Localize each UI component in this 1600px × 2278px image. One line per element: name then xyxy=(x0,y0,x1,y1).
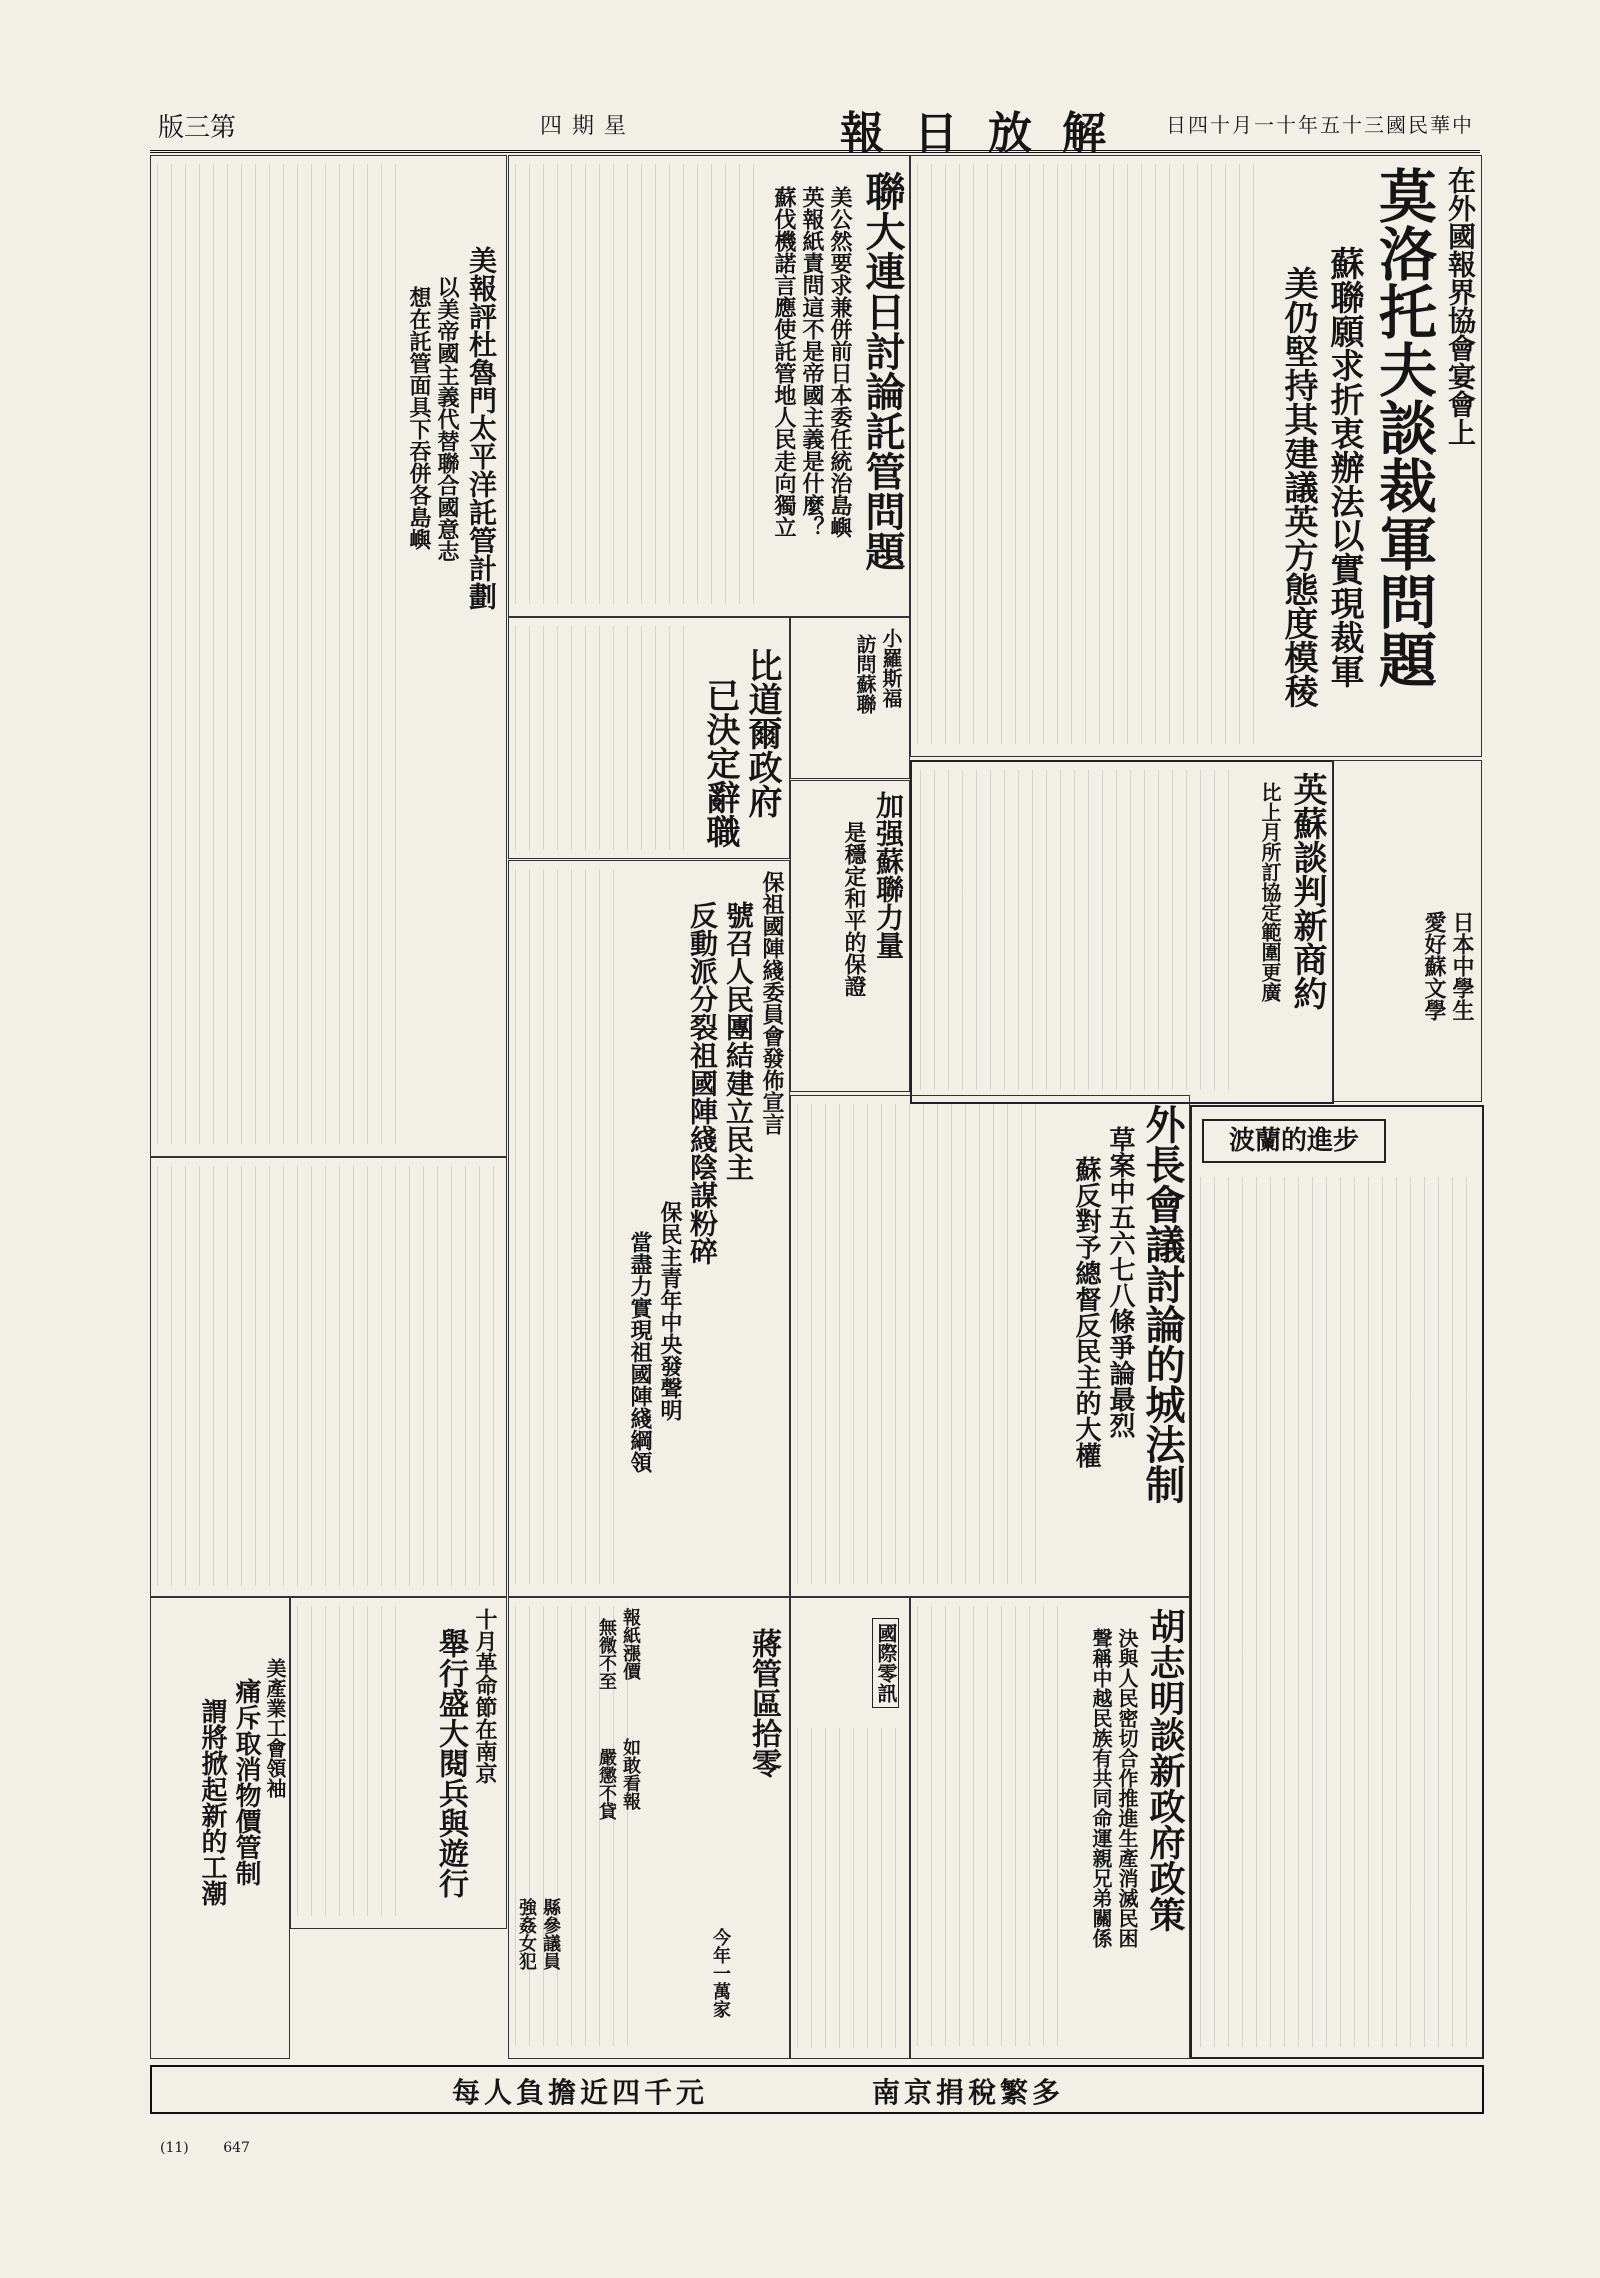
roosevelt-item xyxy=(790,617,910,779)
bottom-banner xyxy=(150,2065,1484,2114)
issue-date: 日四十月一十年五十三國民華中 xyxy=(1166,113,1474,137)
strength-headline1: 加强蘇聯力量 xyxy=(872,791,905,959)
roosevelt-sub2: 訪問蘇聯 xyxy=(853,634,877,714)
japan-l1: 日本中學生 xyxy=(1449,911,1475,1021)
trade-headline: 英蘇談判新商約 xyxy=(1287,772,1327,1010)
un-body xyxy=(515,164,755,604)
bulgaria-story xyxy=(508,860,790,1597)
us-papers-story xyxy=(150,155,507,1157)
strength-headline2: 是穩定和平的保證 xyxy=(841,821,867,997)
nanjing-h2: 舉行盛大閱兵與遊行 xyxy=(433,1628,468,1898)
vietnam-sub1: 決與人民密切合作推進生產消滅民困 xyxy=(1115,1628,1139,1948)
strength-story xyxy=(790,780,910,1092)
lead-story xyxy=(910,155,1482,757)
belgium-story xyxy=(508,617,790,859)
un-sub2: 英報紙責問這不是帝國主義是什麼？ xyxy=(799,186,825,538)
lead-sub2: 美仍堅持其建議英方態度模稜 xyxy=(1278,266,1318,708)
banner-text: 南京捐稅繁多 xyxy=(872,2076,1065,2109)
page-footer xyxy=(160,2140,250,2156)
bulgaria-h1: 保祖國陣綫委員會發佈宣言 xyxy=(759,871,785,1135)
japan-l2: 愛好蘇文學 xyxy=(1421,911,1447,1021)
trade-sub: 比上月所訂協定範圍更廣 xyxy=(1258,782,1282,1002)
us-papers-body xyxy=(157,164,397,1144)
fm-story xyxy=(790,1095,1190,1597)
bulgaria-sub1: 保民主青年中央發聲明 xyxy=(657,1201,683,1421)
us-papers-headline: 美報評杜魯門太平洋託管計劃 xyxy=(465,246,498,610)
footer-num: 647 xyxy=(223,2140,250,2156)
un-story xyxy=(508,155,910,617)
un-headline: 聯大連日討論託管問題 xyxy=(859,171,906,571)
jiang-item3: 報紙漲價 xyxy=(620,1608,641,1680)
belgium-body xyxy=(515,626,685,850)
bulgaria-h3: 反動派分裂祖國陣綫陰謀粉碎 xyxy=(686,901,719,1265)
trade-box xyxy=(910,760,1334,1104)
left-middle-body xyxy=(157,1166,497,1586)
nanjing-body xyxy=(297,1606,407,1916)
jiang-story xyxy=(508,1597,790,2059)
footer-page: (11) xyxy=(160,2140,189,2156)
jiang-item4: 無微不至 xyxy=(596,1618,617,1690)
banner-sub: 每人負擔近四千元 xyxy=(452,2076,709,2109)
jiang-headline: 蔣管區拾零 xyxy=(746,1628,781,1778)
us-papers-sub2: 想在託管面具下吞併各島嶼 xyxy=(406,286,432,550)
vietnam-body xyxy=(917,1606,1067,2046)
belgium-headline2: 已決定辭職 xyxy=(700,678,740,848)
intl-body xyxy=(797,1728,903,2048)
vietnam-headline: 胡志明談新政府政策 xyxy=(1144,1608,1186,1932)
us-labor-h1: 痛斥取消物價管制 xyxy=(231,1678,261,1886)
lead-body xyxy=(917,164,1267,744)
roosevelt-sub1: 小羅斯福 xyxy=(879,628,903,708)
intl-briefs xyxy=(790,1597,910,2059)
un-sub3: 蘇伐機諾言應使託管地人民走向獨立 xyxy=(771,186,797,538)
us-labor-kicker: 美產業工會領袖 xyxy=(263,1658,287,1798)
belgium-headline1: 比道爾政府 xyxy=(742,648,782,818)
vietnam-story xyxy=(910,1597,1190,2059)
bulgaria-h2: 號召人民團結建立民主 xyxy=(722,901,755,1181)
fm-body xyxy=(797,1104,1047,1584)
japan-box xyxy=(1332,760,1482,1102)
jiang-item2: 嚴懲不貸 xyxy=(596,1748,617,1820)
poland-headline: 波蘭的進步 xyxy=(1202,1119,1386,1163)
bulgaria-body xyxy=(515,869,615,1584)
fm-headline: 外長會議討論的城法制 xyxy=(1139,1104,1186,1504)
jiang-item7: 今年一萬家 xyxy=(710,1928,731,2018)
poland-body xyxy=(1200,1177,1472,2047)
page-number: 版三第 xyxy=(158,113,237,143)
masthead xyxy=(150,95,1480,159)
nanjing-h1: 十月革命節在南京 xyxy=(472,1608,498,1784)
weekday: 四期星 xyxy=(540,114,637,139)
fm-sub2: 蘇反對予總督反民主的大權 xyxy=(1071,1156,1101,1468)
lead-kicker: 在外國報界協會宴會上 xyxy=(1444,166,1477,446)
fm-sub1: 草案中五六七八條爭論最烈 xyxy=(1105,1126,1135,1438)
trade-body xyxy=(920,770,1240,1090)
newspaper-page xyxy=(150,95,1480,2135)
vietnam-sub2: 聲稱中越民族有共同命運親兄弟關係 xyxy=(1089,1628,1113,1948)
us-labor-story xyxy=(150,1597,290,2059)
jiang-body xyxy=(515,1606,635,2046)
un-sub1: 美公然要求兼併前日本委任統治島嶼 xyxy=(827,186,853,538)
jiang-item6: 強姦女犯 xyxy=(516,1898,537,1970)
poland-box xyxy=(1190,1105,1484,2059)
lead-sub1: 蘇聯願求折衷辦法以實現裁軍 xyxy=(1324,246,1364,688)
lead-headline: 莫洛托夫談裁軍問題 xyxy=(1369,166,1437,688)
us-labor-h2: 謂將掀起新的工潮 xyxy=(197,1698,227,1906)
jiang-item1: 如敢看報 xyxy=(620,1738,641,1810)
us-papers-sub1: 以美帝國主義代替聯合國意志 xyxy=(434,276,460,562)
paper-logo: 報日放解 xyxy=(840,108,1136,159)
intl-label: 國際零訊 xyxy=(872,1618,899,1708)
nanjing-story xyxy=(290,1597,507,1929)
left-middle-story xyxy=(150,1157,507,1597)
bulgaria-sub2: 當盡力實現祖國陣綫綱領 xyxy=(627,1231,653,1473)
jiang-item5: 縣參議員 xyxy=(540,1898,561,1970)
